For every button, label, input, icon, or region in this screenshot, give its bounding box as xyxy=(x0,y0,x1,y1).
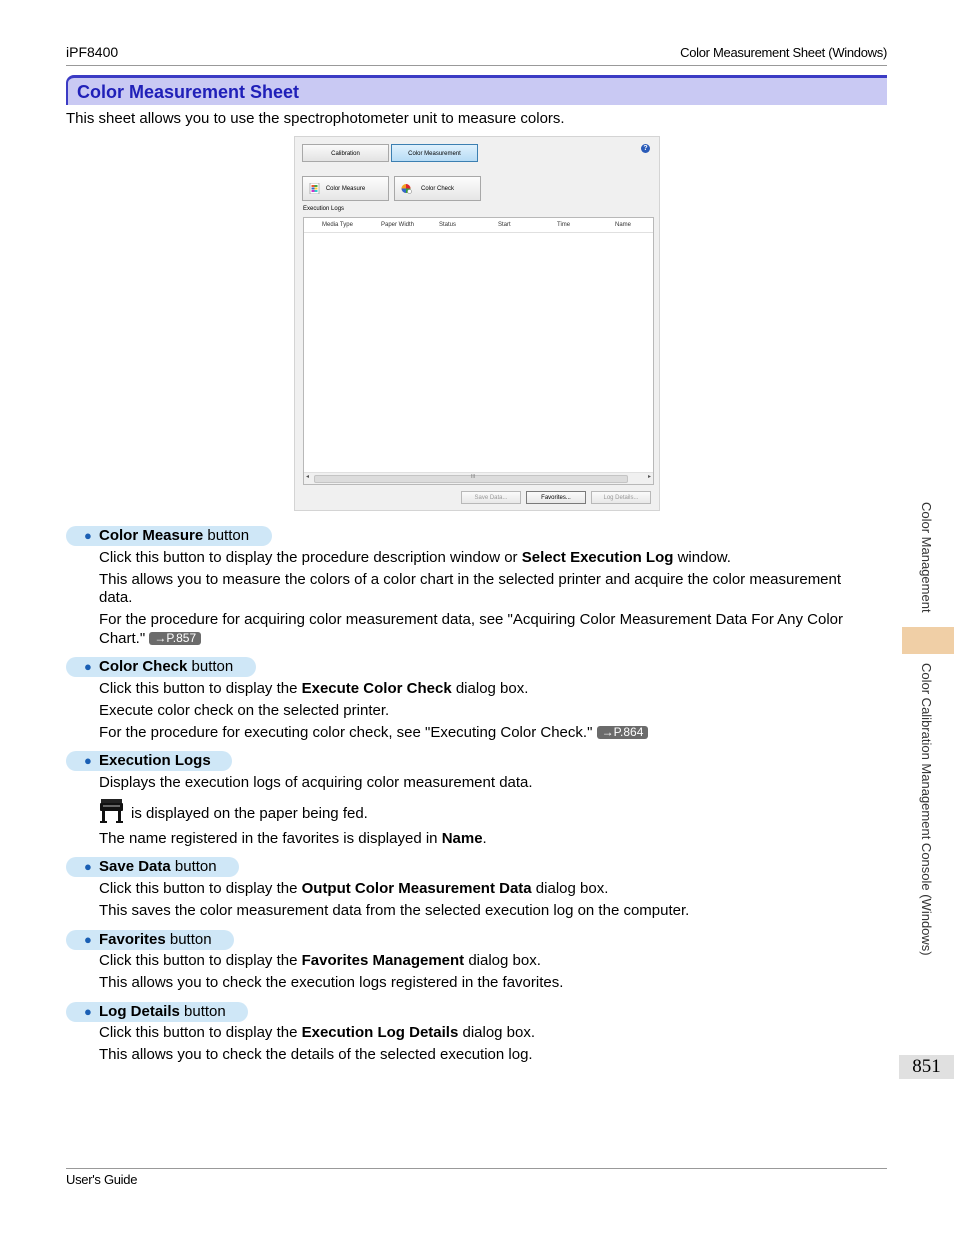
heading-bold: Execution Logs xyxy=(99,752,211,769)
section-heading-color-measure xyxy=(66,526,272,546)
column-status[interactable]: Status xyxy=(439,222,457,228)
footer-rule xyxy=(66,1168,887,1169)
color-check-button[interactable] xyxy=(394,176,481,201)
header-rule xyxy=(66,65,887,66)
color-check-label: Color Check xyxy=(420,186,454,192)
heading-rest: button xyxy=(179,1003,226,1020)
scroll-left-icon[interactable]: ◂ xyxy=(306,474,310,480)
section-heading-execution-logs xyxy=(66,751,232,771)
sidebar-subchapter[interactable]: Color Calibration Management Console (Windows) xyxy=(919,663,934,956)
heading-bold: Log Details xyxy=(99,1003,180,1020)
color-measure-line-3: data. xyxy=(99,589,133,606)
favorites-line-2: This allows you to check the execution logs registered in the favorites. xyxy=(99,974,564,991)
printer-icon xyxy=(99,797,124,824)
save-data-button[interactable]: Save Data... xyxy=(461,491,521,504)
color-measure-line-1: Click this button to display the procedure description window or Select Execution Log window. xyxy=(99,549,731,566)
section-heading-save-data xyxy=(66,857,239,877)
heading-rest: button xyxy=(165,931,212,948)
horizontal-scrollbar[interactable] xyxy=(304,472,653,484)
page-reference-link[interactable]: →P.857 xyxy=(149,632,201,645)
column-name[interactable]: Name xyxy=(615,222,632,228)
sidebar-marker xyxy=(902,627,954,654)
column-paper-width[interactable]: Paper Width xyxy=(381,222,415,228)
section-heading-favorites xyxy=(66,930,234,950)
tab-color-measurement[interactable]: Color Measurement xyxy=(391,144,478,162)
heading-bold: Favorites xyxy=(99,931,166,948)
page-title: Color Measurement Sheet xyxy=(77,82,300,102)
scroll-right-icon[interactable]: ▸ xyxy=(647,474,651,480)
heading-bold: Color Measure xyxy=(99,527,204,544)
color-measurement-sheet-screenshot xyxy=(294,136,660,511)
bullet-icon: ● xyxy=(84,859,92,874)
scroll-grip: III xyxy=(471,474,476,480)
color-measure-line-4: For the procedure for acquiring color measurement data, see "Acquiring Color Measurement Data For Any Color xyxy=(99,611,844,628)
color-measure-label: Color Measure xyxy=(325,186,366,192)
color-measure-button[interactable] xyxy=(302,176,389,201)
color-check-line-2: Execute color check on the selected printer. xyxy=(99,702,390,719)
column-media-type[interactable]: Media Type xyxy=(322,222,353,228)
execution-logs-line-2: is displayed on the paper being fed. xyxy=(131,805,368,822)
color-measure-line-2: This allows you to measure the colors of a color chart in the selected printer and acquire the color measurement xyxy=(99,571,842,588)
header-product: iPF8400 xyxy=(66,44,119,60)
bullet-icon: ● xyxy=(84,1004,92,1019)
header-section: Color Measurement Sheet (Windows) xyxy=(680,45,887,60)
color-check-line-3: For the procedure for executing color check, see "Executing Color Check." →P.864 xyxy=(99,724,648,741)
bullet-icon: ● xyxy=(84,932,92,947)
scrollbar-thumb[interactable] xyxy=(314,475,628,483)
log-details-line-1: Click this button to display the Execution Log Details dialog box. xyxy=(99,1024,536,1041)
bullet-icon: ● xyxy=(84,528,92,543)
heading-bold: Color Check xyxy=(99,658,188,675)
footer-text: User's Guide xyxy=(66,1172,138,1187)
log-details-line-2: This allows you to check the details of the selected execution log. xyxy=(99,1046,533,1063)
bullet-icon: ● xyxy=(84,659,92,674)
heading-rest: button xyxy=(187,658,234,675)
column-time[interactable]: Time xyxy=(557,222,571,228)
favorites-button[interactable]: Favorites... xyxy=(526,491,586,504)
bullet-icon: ● xyxy=(84,753,92,768)
log-details-button[interactable]: Log Details... xyxy=(591,491,651,504)
section-heading-color-check xyxy=(66,657,256,677)
page-number: 851 xyxy=(899,1055,954,1079)
section-title-bar xyxy=(66,75,887,105)
intro-text: This sheet allows you to use the spectrophotometer unit to measure colors. xyxy=(66,110,565,127)
heading-bold: Save Data xyxy=(99,858,171,875)
heading-rest: button xyxy=(203,527,250,544)
color-measure-line-5: Chart." →P.857 xyxy=(99,630,201,647)
execution-logs-line-3: The name registered in the favorites is displayed in Name. xyxy=(99,830,487,847)
column-start[interactable]: Start xyxy=(498,222,511,228)
save-data-line-1: Click this button to display the Output Color Measurement Data dialog box. xyxy=(99,880,609,897)
log-column-header xyxy=(304,218,653,233)
execution-logs-line-1: Displays the execution logs of acquiring color measurement data. xyxy=(99,774,533,791)
execution-logs-label: Execution Logs xyxy=(303,206,345,212)
sidebar-chapter[interactable]: Color Management xyxy=(919,502,934,613)
save-data-line-2: This saves the color measurement data from the selected execution log on the computer. xyxy=(99,902,690,919)
help-icon[interactable]: ? xyxy=(641,144,650,153)
section-heading-log-details xyxy=(66,1002,248,1022)
favorites-line-1: Click this button to display the Favorites Management dialog box. xyxy=(99,952,541,969)
color-check-line-1: Click this button to display the Execute Color Check dialog box. xyxy=(99,680,529,697)
heading-rest: button xyxy=(170,858,217,875)
page-reference-link[interactable]: →P.864 xyxy=(597,726,649,739)
tab-calibration[interactable]: Calibration xyxy=(302,144,389,162)
execution-log-list[interactable] xyxy=(303,217,654,485)
